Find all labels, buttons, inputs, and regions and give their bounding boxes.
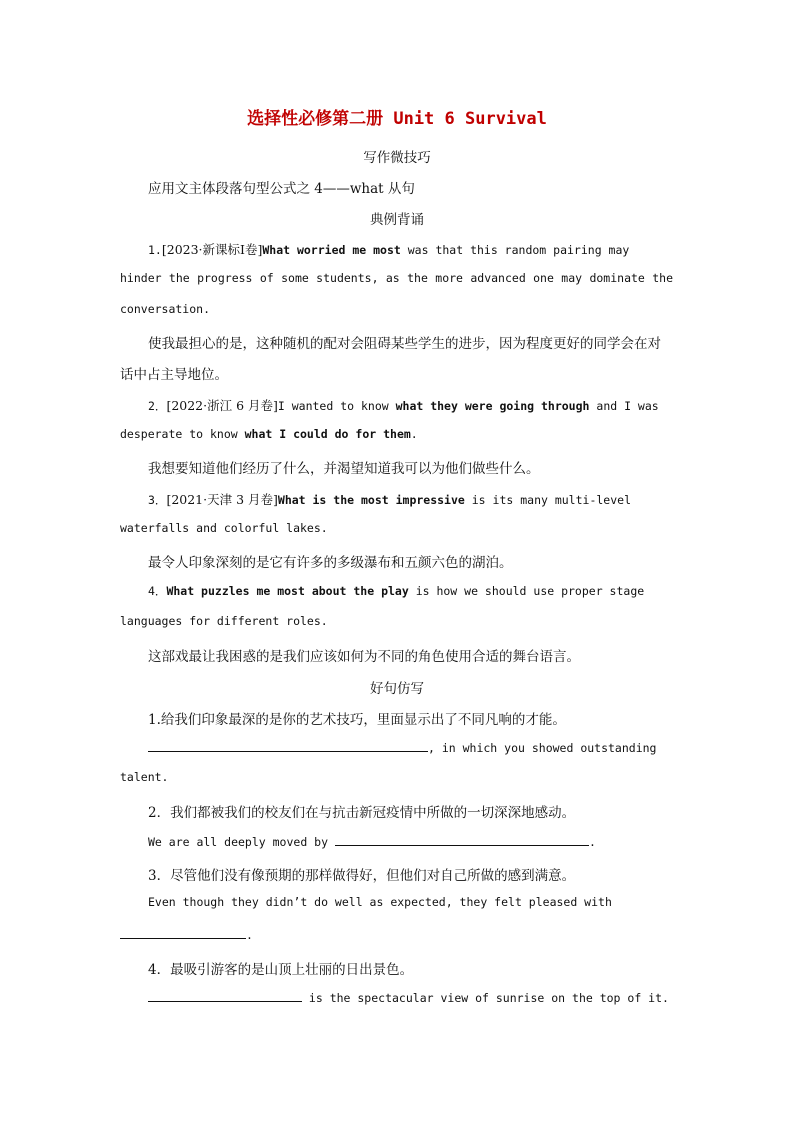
example-text: desperate to know <box>120 427 245 441</box>
example-number: 1. <box>148 243 162 257</box>
example-source: [2023·新课标Ⅰ卷] <box>161 242 263 257</box>
example-text: I wanted to know <box>277 399 396 413</box>
example-1-line-1 <box>148 240 629 258</box>
example-1-line-2: hinder the progress of some students, as the more advanced one may dominate the <box>120 271 673 285</box>
example-4-line-1 <box>148 583 644 599</box>
example-2-line-1 <box>148 396 659 414</box>
example-3-line-2: waterfalls and colorful lakes. <box>120 521 328 535</box>
example-number: 2． <box>148 399 167 413</box>
exercise-text: is the spectacular view of sunrise on the top of it. <box>302 991 669 1005</box>
example-text: . <box>410 427 418 441</box>
example-number: 3． <box>148 493 167 507</box>
example-3-line-1 <box>148 490 631 508</box>
example-4-line-2: languages for different roles. <box>120 614 328 628</box>
example-4-translation: 这部戏最让我困惑的是我们应该如何为不同的角色使用合适的舞台语言。 <box>148 649 580 665</box>
example-2-translation: 我想要知道他们经历了什么，并渴望知道我可以为他们做些什么。 <box>148 461 540 477</box>
example-highlight: What puzzles me most about the play <box>166 584 409 598</box>
exercise-4-blank[interactable] <box>148 989 302 1002</box>
example-source: [2022·浙江 6 月卷] <box>166 398 278 413</box>
example-highlight: What is the most impressive <box>277 493 465 507</box>
page-title: 选择性必修第二册 Unit 6 Survival <box>247 109 547 129</box>
example-1-line-3: conversation. <box>120 302 211 316</box>
topic-line: 应用文主体段落句型公式之 4——what 从句 <box>148 181 415 197</box>
exercise-1-line-2: talent. <box>120 770 169 784</box>
exercise-2-prompt: 2．我们都被我们的校友们在与抗击新冠疫情中所做的一切深深地感动。 <box>148 805 576 821</box>
example-highlight: what they were going through <box>395 399 590 413</box>
example-text: and I was <box>589 399 659 413</box>
section-heading-examples: 典例背诵 <box>370 212 424 228</box>
exercise-3-line-1: Even though they didn’t do well as expected, they felt pleased with <box>148 895 612 909</box>
example-text: is how we should use proper stage <box>408 584 645 598</box>
example-1-translation-2: 话中占主导地位。 <box>120 367 228 383</box>
exercise-1-prompt: 1.给我们印象最深的是你的艺术技巧，里面显示出了不同凡响的才能。 <box>148 712 566 728</box>
example-source: [2021·天津 3 月卷] <box>166 492 278 507</box>
exercise-4-prompt: 4．最吸引游客的是山顶上壮丽的日出景色。 <box>148 962 414 978</box>
exercise-text: , in which you showed outstanding <box>428 741 657 755</box>
exercise-text: . <box>588 835 596 849</box>
exercise-2-blank[interactable] <box>335 833 589 846</box>
exercise-1-blank[interactable] <box>148 739 428 752</box>
section-heading-exercises: 好句仿写 <box>370 681 424 697</box>
exercise-text: . <box>246 928 253 942</box>
example-text: was that this random pairing may <box>400 243 630 257</box>
example-highlight: what I could do for them <box>244 427 411 441</box>
example-number: 4． <box>148 584 167 598</box>
exercise-text: We are all deeply moved by <box>148 835 335 849</box>
example-2-line-2 <box>120 427 418 441</box>
exercise-1-line-1 <box>148 739 656 755</box>
subtitle: 写作微技巧 <box>363 150 431 166</box>
example-highlight: What worried me most <box>262 243 401 257</box>
exercise-2-line-1 <box>148 833 596 849</box>
exercise-3-prompt: 3．尽管他们没有像预期的那样做得好，但他们对自己所做的感到满意。 <box>148 868 576 884</box>
exercise-4-line-1 <box>148 989 669 1005</box>
exercise-3-blank[interactable] <box>120 926 246 939</box>
example-3-translation: 最令人印象深刻的是它有许多的多级瀑布和五颜六色的湖泊。 <box>148 555 513 571</box>
example-1-translation-1: 使我最担心的是，这种随机的配对会阻碍某些学生的进步，因为程度更好的同学会在对 <box>148 336 661 352</box>
example-text: is its many multi-level <box>464 493 631 507</box>
exercise-3-line-2 <box>120 926 253 942</box>
